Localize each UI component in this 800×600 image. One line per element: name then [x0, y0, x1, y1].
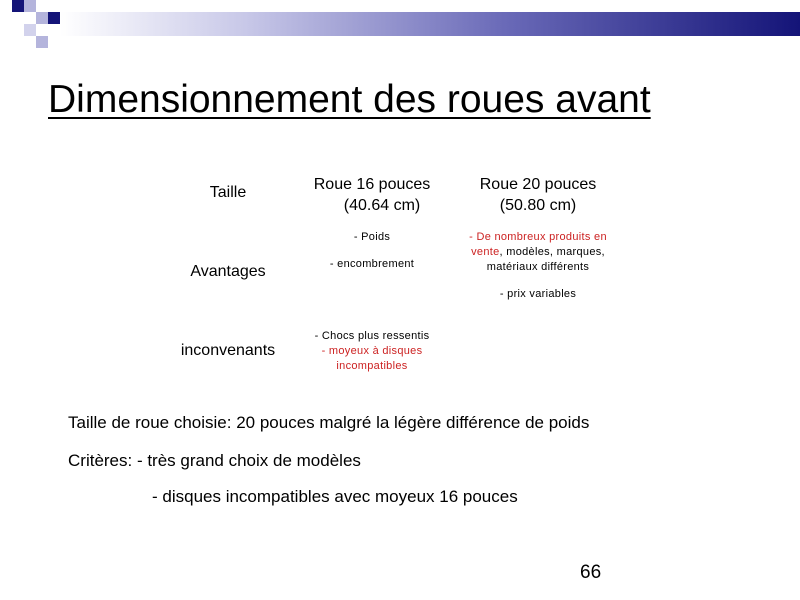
roue16-avantage-poids: - Poids: [353, 231, 391, 243]
row-label-avantages: Avantages: [190, 263, 266, 280]
roue20-avantage-line2-rest: , modèles, marques,: [499, 246, 605, 258]
corner-square: [12, 0, 24, 12]
corner-square: [24, 24, 36, 36]
roue20-avantage-line2-red: vente: [471, 246, 500, 258]
header-gradient-bar: [60, 12, 800, 36]
roue20-avantage-line3: matériaux différents: [486, 261, 590, 273]
roue20-avantage-produits: [448, 230, 628, 275]
slide-title: Dimensionnement des roues avant: [48, 78, 651, 121]
column-header-roue16-line2: (40.64 cm): [343, 197, 421, 214]
corner-square: [48, 12, 60, 24]
corner-square: [36, 36, 48, 48]
row-label-taille: Taille: [209, 184, 247, 201]
conclusion-choice: Taille de roue choisie: 20 pouces malgré la légère différence de poids: [68, 413, 590, 432]
roue16-avantage-encombrement: - encombrement: [329, 258, 415, 270]
roue20-avantage-line1: - De nombreux produits en: [469, 231, 607, 243]
roue20-avantage-prix: - prix variables: [499, 288, 577, 300]
conclusion-criteria: Critères: - très grand choix de modèles: [68, 451, 361, 470]
roue16-inconvenant-chocs: - Chocs plus ressentis: [314, 330, 430, 342]
corner-square: [24, 0, 36, 12]
page-number: 66: [580, 562, 602, 583]
row-label-inconvenants: inconvenants: [180, 342, 276, 359]
roue16-inconvenant-incompatibles: incompatibles: [336, 360, 408, 372]
roue16-inconvenants: [296, 329, 448, 374]
column-header-roue16: [296, 174, 448, 216]
roue16-inconvenant-moyeux: - moyeux à disques: [321, 345, 423, 357]
conclusion-criteria-2: - disques incompatibles avec moyeux 16 pouces: [152, 487, 518, 506]
roue20-avantage-line2: [448, 245, 628, 260]
column-header-roue20-line2: (50.80 cm): [499, 197, 577, 214]
column-header-roue20-line1: Roue 20 pouces: [479, 176, 597, 193]
column-header-roue16-line1: Roue 16 pouces: [313, 176, 431, 193]
corner-square: [36, 12, 48, 24]
column-header-roue20: [460, 174, 616, 216]
